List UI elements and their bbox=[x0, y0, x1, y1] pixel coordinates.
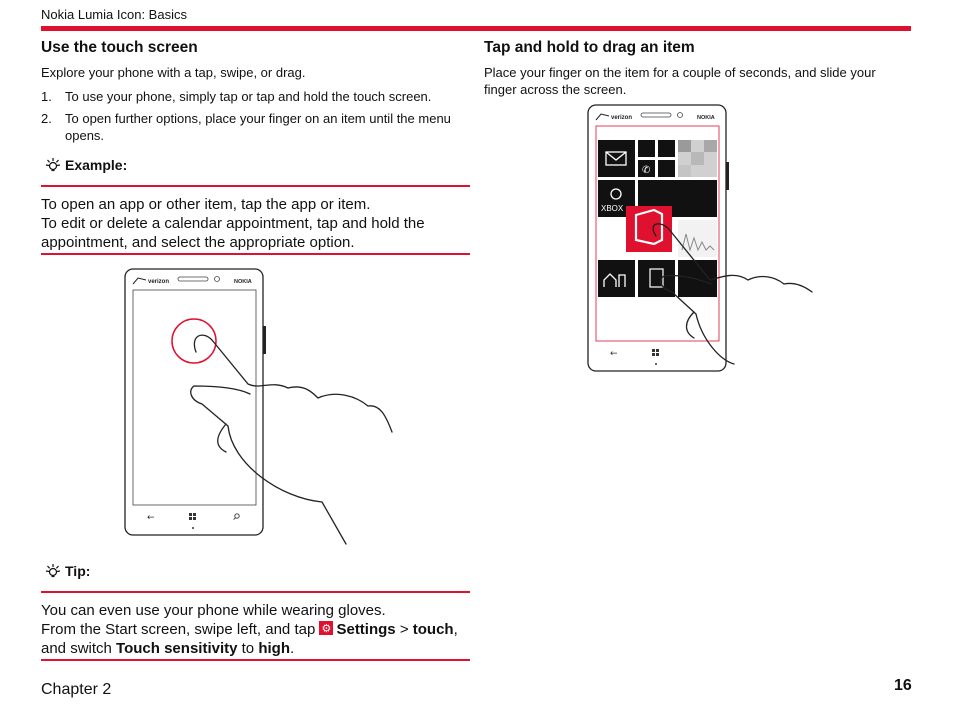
phone-drag-illustration bbox=[584, 102, 816, 377]
section-title-drag: Tap and hold to drag an item bbox=[484, 39, 695, 56]
tip-text: to bbox=[237, 640, 259, 657]
example-box bbox=[41, 195, 471, 252]
section-title-touch-screen: Use the touch screen bbox=[41, 39, 198, 56]
tip-separator: > bbox=[395, 621, 413, 638]
phone-side-button bbox=[263, 326, 266, 354]
steps-list bbox=[41, 88, 473, 149]
running-header: Nokia Lumia Icon: Basics bbox=[41, 7, 187, 22]
example-line-1: To open an app or other item, tap the app or item. bbox=[41, 196, 371, 213]
intro-text: Explore your phone with a tap, swipe, or drag. bbox=[41, 65, 306, 80]
tip-bottom-rule bbox=[41, 659, 470, 661]
touch-term: touch bbox=[412, 621, 454, 638]
list-item bbox=[41, 88, 473, 105]
tip-text: , and switch bbox=[41, 621, 458, 657]
tip-label bbox=[43, 562, 90, 580]
back-icon: ← bbox=[610, 349, 618, 359]
phone-mic bbox=[655, 363, 657, 365]
photo-square bbox=[691, 152, 704, 165]
tip-top-rule bbox=[41, 591, 470, 593]
list-text: To use your phone, simply tap or tap and hold the touch screen. bbox=[65, 89, 432, 104]
small-tile bbox=[638, 140, 655, 157]
brand-label: NOKIA bbox=[697, 115, 715, 121]
settings-term: Settings bbox=[336, 621, 396, 638]
example-bottom-rule bbox=[41, 253, 470, 255]
photo-square bbox=[678, 140, 691, 152]
carrier-label: verizon bbox=[148, 279, 170, 285]
phone-mic bbox=[192, 527, 194, 529]
lightbulb-icon bbox=[43, 562, 61, 580]
brand-label: NOKIA bbox=[234, 279, 252, 285]
list-number: 2. bbox=[41, 111, 52, 126]
tip-text: . bbox=[289, 640, 295, 657]
back-icon: ← bbox=[147, 513, 155, 523]
tip-label-text: Tip: bbox=[65, 563, 91, 579]
settings-gear-icon bbox=[319, 621, 333, 635]
page-number: 16 bbox=[894, 677, 912, 694]
mail-tile bbox=[598, 140, 635, 177]
phone-side-button bbox=[726, 162, 729, 190]
tip-box bbox=[41, 601, 471, 658]
office-tile-dragged bbox=[626, 206, 672, 252]
example-label bbox=[43, 156, 127, 174]
list-number: 1. bbox=[41, 89, 52, 104]
tip-text: From the Start screen, swipe left, and tap bbox=[41, 621, 320, 638]
touch-sensitivity-term: Touch sensitivity bbox=[116, 640, 238, 657]
example-line-2: To edit or delete a calendar appointment, tap and hold the appointment, and select the appropriate option. bbox=[41, 215, 425, 251]
example-top-rule bbox=[41, 185, 470, 187]
example-label-text: Example: bbox=[65, 157, 128, 173]
store-tile bbox=[658, 160, 675, 177]
drag-body-text: Place your finger on the item for a couple of seconds, and slide your finger across the screen. bbox=[484, 65, 876, 97]
photo-square bbox=[704, 140, 717, 152]
phone-tap-illustration bbox=[120, 266, 400, 546]
xbox-label: XBOX bbox=[601, 204, 624, 213]
header-rule bbox=[41, 26, 911, 31]
phone-screen bbox=[133, 290, 256, 505]
maps-tile bbox=[598, 260, 635, 297]
tip-line-2 bbox=[41, 620, 471, 658]
phone-call-icon: ✆ bbox=[642, 165, 651, 176]
tip-line-1: You can even use your phone while wearing gloves. bbox=[41, 602, 386, 619]
chapter-label: Chapter 2 bbox=[41, 681, 112, 698]
lightbulb-icon bbox=[43, 156, 61, 174]
high-term: high bbox=[258, 640, 290, 657]
list-item bbox=[41, 110, 473, 144]
music-tile bbox=[678, 220, 717, 257]
photo-square bbox=[678, 165, 691, 177]
list-text: To open further options, place your finger on an item until the menu opens. bbox=[65, 111, 451, 143]
small-tile bbox=[658, 140, 675, 157]
carrier-label: verizon bbox=[611, 115, 633, 121]
